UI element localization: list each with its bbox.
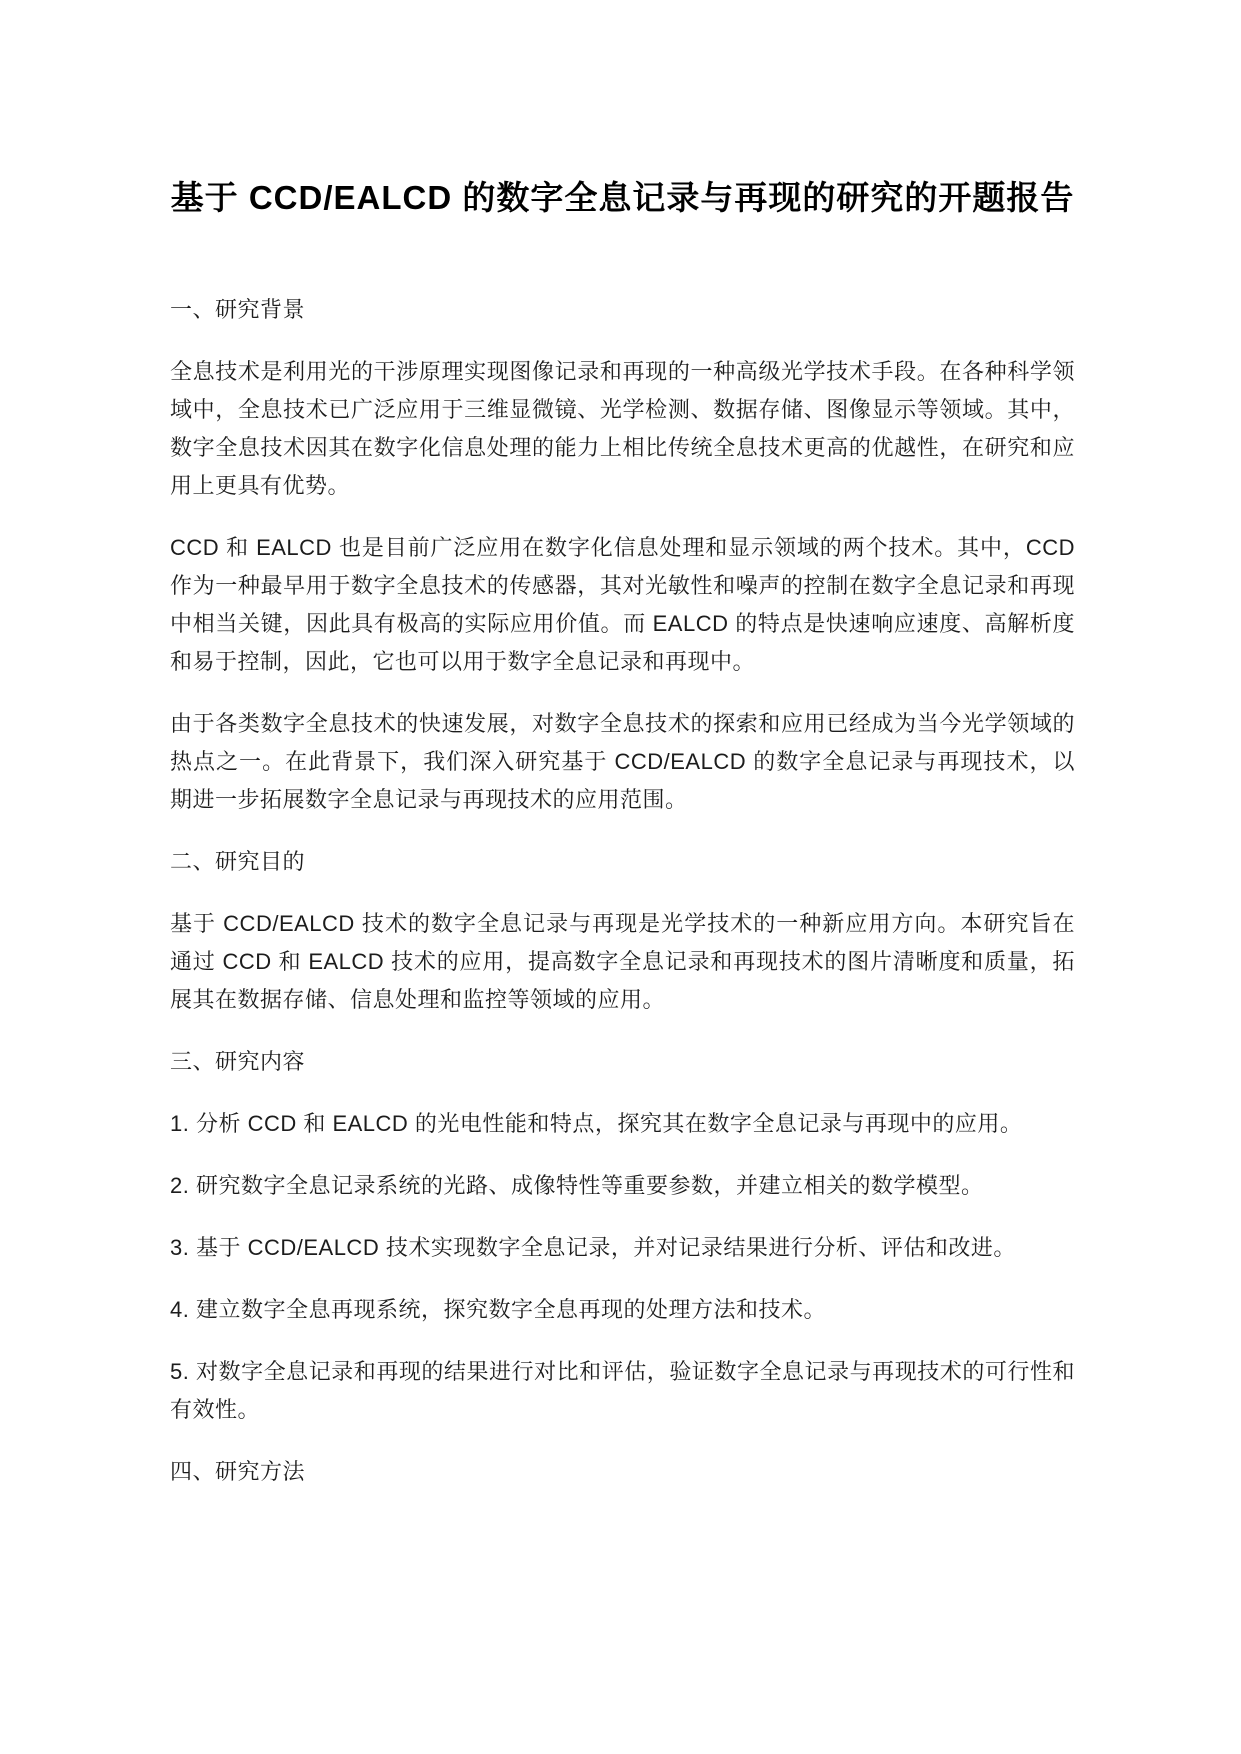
- section-heading-research-method: 四、研究方法: [170, 1459, 306, 1484]
- paragraph-purpose: 基于 CCD/EALCD 技术的数字全息记录与再现是光学技术的一种新应用方向。本研究旨在通过 CCD 和 EALCD 技术的应用，提高数字全息记录和再现技术的图片清晰度和质量，拓展其在数据存储、信息处理和监控等领域的应用。: [170, 911, 1075, 1012]
- list-item-2: 2. 研究数字全息记录系统的光路、成像特性等重要参数，并建立相关的数学模型。: [170, 1173, 984, 1198]
- section-heading-research-background: 一、研究背景: [170, 297, 306, 322]
- paragraph-background-2: CCD 和 EALCD 也是目前广泛应用在数字化信息处理和显示领域的两个技术。其中，CCD 作为一种最早用于数字全息技术的传感器，其对光敏性和噪声的控制在数字全息记录和再现中相当关键，因此具有极高的实际应用价值。而 EALCD 的特点是快速响应速度、高解析度和易于控制，因此，它也可以用于数字全息记录和再现中。: [170, 535, 1075, 674]
- list-item-3: 3. 基于 CCD/EALCD 技术实现数字全息记录，并对记录结果进行分析、评估和改进。: [170, 1235, 1016, 1260]
- paragraph-background-3: 由于各类数字全息技术的快速发展，对数字全息技术的探索和应用已经成为当今光学领域的热点之一。在此背景下，我们深入研究基于 CCD/EALCD 的数字全息记录与再现技术，以期进一步拓展数字全息记录与再现技术的应用范围。: [170, 711, 1075, 812]
- paragraph-background-1: 全息技术是利用光的干涉原理实现图像记录和再现的一种高级光学技术手段。在各种科学领域中，全息技术已广泛应用于三维显微镜、光学检测、数据存储、图像显示等领域。其中，数字全息技术因其在数字化信息处理的能力上相比传统全息技术更高的优越性，在研究和应用上更具有优势。: [170, 359, 1075, 498]
- list-item-1: 1. 分析 CCD 和 EALCD 的光电性能和特点，探究其在数字全息记录与再现中的应用。: [170, 1111, 1023, 1136]
- section-heading-research-content: 三、研究内容: [170, 1049, 306, 1074]
- list-item-5: 5. 对数字全息记录和再现的结果进行对比和评估，验证数字全息记录与再现技术的可行性和有效性。: [170, 1359, 1075, 1422]
- document-title: 基于 CCD/EALCD 的数字全息记录与再现的研究的开题报告: [170, 179, 1075, 216]
- list-item-4: 4. 建立数字全息再现系统，探究数字全息再现的处理方法和技术。: [170, 1297, 826, 1322]
- section-heading-research-purpose: 二、研究目的: [170, 849, 306, 874]
